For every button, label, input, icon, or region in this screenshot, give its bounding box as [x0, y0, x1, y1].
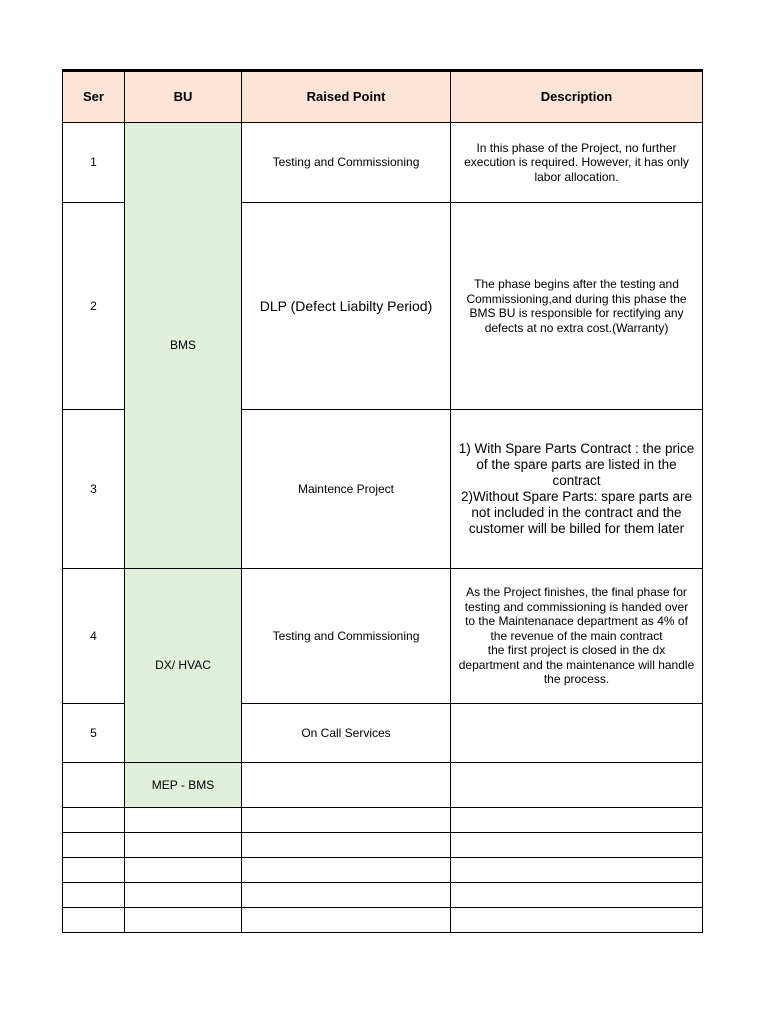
description-cell[interactable] — [451, 123, 703, 203]
raised-point-cell[interactable]: Maintence Project — [242, 410, 451, 569]
empty-cell[interactable] — [125, 858, 242, 883]
empty-cell[interactable] — [242, 833, 451, 858]
raised-point-cell[interactable]: Testing and Commissioning — [242, 569, 451, 704]
empty-row — [63, 858, 703, 883]
ser-cell[interactable] — [63, 763, 125, 808]
bu-cell-bms[interactable]: BMS — [125, 123, 242, 569]
description-line: the process. — [543, 672, 610, 687]
bu-cell-mep-bms[interactable]: MEP - BMS — [125, 763, 242, 808]
header-row — [63, 71, 703, 123]
description-cell[interactable] — [451, 763, 703, 808]
description-line: defects at no extra cost.(Warranty) — [484, 320, 669, 335]
description-line: labor allocation. — [534, 169, 619, 184]
description-cell[interactable] — [451, 569, 703, 704]
empty-cell[interactable] — [125, 808, 242, 833]
ser-cell[interactable]: 4 — [63, 569, 125, 704]
table-row — [63, 763, 703, 808]
header-raised-point[interactable]: Raised Point — [242, 71, 451, 123]
table-row — [63, 123, 703, 203]
empty-cell[interactable] — [63, 833, 125, 858]
empty-cell[interactable] — [125, 883, 242, 908]
raised-point-cell[interactable]: Testing and Commissioning — [242, 123, 451, 203]
empty-cell[interactable] — [242, 808, 451, 833]
raised-point-cell[interactable]: On Call Services — [242, 704, 451, 763]
empty-cell[interactable] — [242, 858, 451, 883]
empty-cell[interactable] — [125, 908, 242, 933]
empty-cell[interactable] — [451, 833, 703, 858]
empty-cell[interactable] — [63, 808, 125, 833]
ser-cell[interactable]: 1 — [63, 123, 125, 203]
header-ser[interactable]: Ser — [63, 71, 125, 123]
empty-cell[interactable] — [125, 833, 242, 858]
empty-cell[interactable] — [451, 883, 703, 908]
description-line: 2)Without Spare Parts: spare parts are — [460, 489, 693, 504]
description-cell[interactable] — [451, 704, 703, 763]
description-cell[interactable] — [451, 410, 703, 569]
description-line: Commissioning,and during this phase the — [466, 291, 687, 306]
description-line: BMS BU is responsible for rectifying any — [469, 306, 684, 320]
description-line: department and the maintenance will handle — [458, 657, 695, 672]
empty-cell[interactable] — [242, 883, 451, 908]
description-line: The phase begins after the testing and — [474, 277, 679, 291]
empty-row — [63, 908, 703, 933]
header-description[interactable]: Description — [451, 71, 703, 123]
empty-cell[interactable] — [63, 908, 125, 933]
ser-cell[interactable]: 3 — [63, 410, 125, 569]
raised-point-cell[interactable] — [242, 763, 451, 808]
description-line: testing and commissioning is handed over — [464, 599, 689, 614]
empty-row — [63, 833, 703, 858]
description-line: execution is required. However, it has only — [464, 155, 689, 170]
empty-row — [63, 883, 703, 908]
description-line: the first project is closed in the dx — [487, 643, 666, 658]
description-line: of the spare parts are listed in the — [476, 457, 677, 472]
empty-cell[interactable] — [451, 858, 703, 883]
description-line: not included in the contract and the — [471, 505, 682, 520]
empty-cell[interactable] — [242, 908, 451, 933]
header-bu[interactable]: BU — [125, 71, 242, 123]
description-line: contract — [552, 473, 601, 488]
description-line: to the Maintenanace department as 4% of — [465, 614, 688, 629]
service-phases-table — [62, 69, 703, 933]
ser-cell[interactable]: 5 — [63, 704, 125, 763]
bu-cell-dx-hvac[interactable]: DX/ HVAC — [125, 569, 242, 763]
empty-cell[interactable] — [451, 808, 703, 833]
empty-cell[interactable] — [63, 883, 125, 908]
table-row — [63, 569, 703, 704]
description-line: In this phase of the Project, no further — [476, 140, 677, 155]
empty-cell[interactable] — [451, 908, 703, 933]
empty-cell[interactable] — [63, 858, 125, 883]
ser-cell[interactable]: 2 — [63, 203, 125, 410]
raised-point-cell[interactable]: DLP (Defect Liabilty Period) — [242, 203, 451, 410]
description-line: As the Project finishes, the final phase for — [466, 585, 687, 600]
description-line: the revenue of the main contract — [490, 628, 663, 643]
description-cell[interactable] — [451, 203, 703, 410]
description-line: customer will be billed for them later — [468, 521, 685, 536]
description-line: 1) With Spare Parts Contract : the price — [458, 441, 695, 456]
empty-row — [63, 808, 703, 833]
